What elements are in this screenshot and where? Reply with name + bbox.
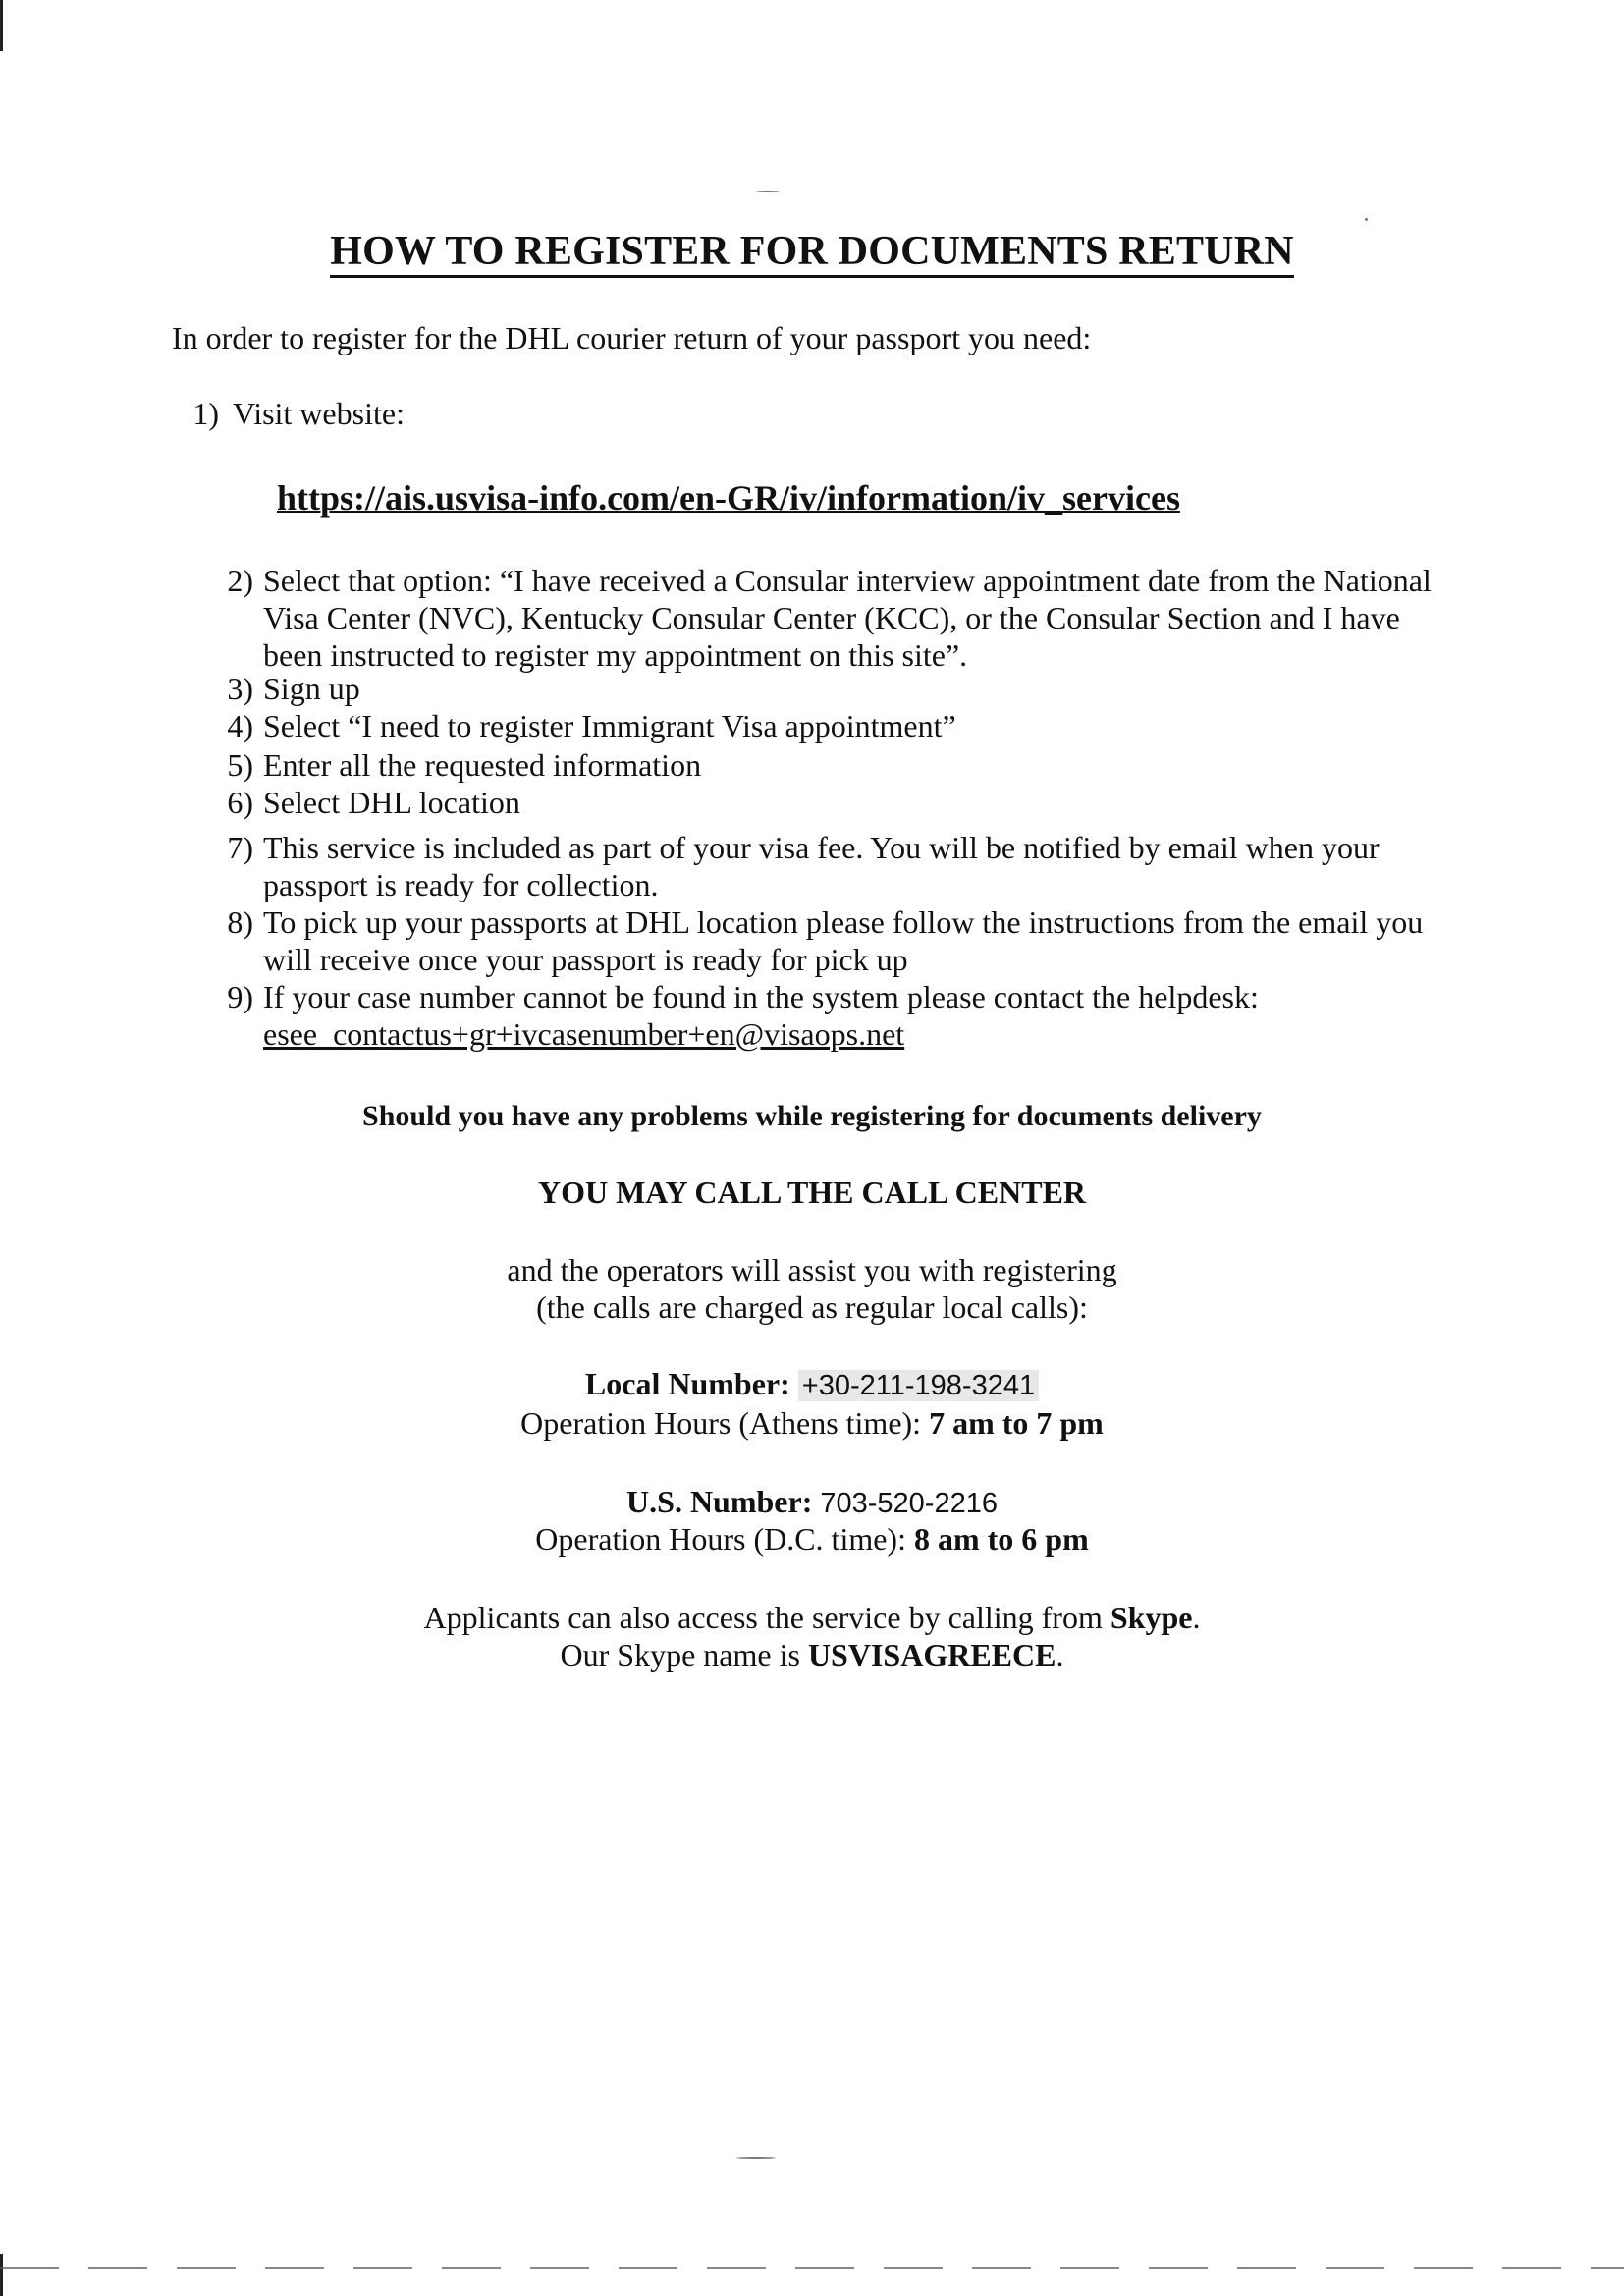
step-number: 6) — [227, 785, 253, 820]
local-number-label: Local Number: — [584, 1366, 790, 1401]
local-number-line — [0, 1365, 1624, 1404]
skype-line-2-period: . — [1056, 1637, 1064, 1672]
website-link[interactable]: https://ais.usvisa-info.com/en-GR/iv/information/iv_services — [277, 478, 1180, 518]
step-number: 7) — [227, 830, 253, 865]
step-text: Select that option: “I have received a Consular interview appointment date from the National Visa Center (NVC), Kentucky Consular Center (KCC), or the Consular Section and I have been instructed to register my appointment on this site”. — [263, 563, 1432, 673]
step-number: 3) — [227, 671, 253, 706]
scan-speck — [756, 191, 780, 192]
us-hours-label: Operation Hours (D.C. time): — [535, 1521, 906, 1557]
us-number-line — [0, 1483, 1624, 1522]
local-hours-value: 7 am to 7 pm — [929, 1405, 1104, 1441]
scan-speck — [1365, 218, 1368, 221]
step-text: Select “I need to register Immigrant Visa appointment” — [263, 708, 956, 743]
step-text: Select DHL location — [263, 785, 520, 820]
scan-edge-mark — [0, 0, 3, 51]
local-hours-label: Operation Hours (Athens time): — [520, 1405, 922, 1441]
scan-edge-mark — [0, 2254, 3, 2296]
scan-speck — [736, 2157, 776, 2159]
step-text-line: If your case number cannot be found in the system please contact the helpdesk: — [263, 979, 1259, 1014]
step-number: 2) — [227, 563, 253, 598]
step-text: Enter all the requested information — [263, 747, 702, 783]
skype-word: Skype — [1110, 1600, 1193, 1635]
step-number: 5) — [227, 747, 253, 783]
local-phone-number[interactable]: +30-211-198-3241 — [798, 1370, 1039, 1401]
skype-line-2 — [0, 1636, 1624, 1673]
skype-name: USVISAGREECE — [807, 1637, 1056, 1672]
scan-bottom-line — [0, 2267, 1624, 2269]
step-text: Visit website: — [233, 396, 405, 431]
skype-line-1 — [0, 1599, 1624, 1636]
local-hours-line — [0, 1404, 1624, 1442]
step-number: 1) — [192, 396, 219, 431]
helpdesk-email-link[interactable]: esee_contactus+gr+ivcasenumber+en@visaops.net — [263, 1016, 905, 1052]
operators-line-2: (the calls are charged as regular local calls): — [536, 1289, 1088, 1325]
us-phone-number[interactable]: 703-520-2216 — [820, 1488, 998, 1519]
operators-line-1: and the operators will assist you with registering — [507, 1252, 1117, 1287]
step-text: Sign up — [263, 671, 360, 706]
step-number: 9) — [227, 979, 253, 1014]
step-text — [263, 978, 1471, 1053]
call-center-heading: YOU MAY CALL THE CALL CENTER — [537, 1175, 1087, 1210]
page-title-text: HOW TO REGISTER FOR DOCUMENTS RETURN — [330, 229, 1294, 278]
skype-line-2-text: Our Skype name is — [560, 1637, 800, 1672]
page-title — [0, 228, 1624, 275]
us-hours-value: 8 am to 6 pm — [913, 1521, 1089, 1557]
step-number: 8) — [227, 904, 253, 940]
us-hours-line — [0, 1520, 1624, 1558]
step-number: 4) — [227, 708, 253, 743]
skype-line-1-text: Applicants can also access the service by calling from — [423, 1600, 1103, 1635]
step-text: To pick up your passports at DHL location please follow the instructions from the email you will receive once your passport is ready for pick up — [263, 904, 1424, 977]
step-text: This service is included as part of your visa fee. You will be notified by email when your passport is ready for collection. — [263, 830, 1380, 902]
skype-line-1-period: . — [1192, 1600, 1201, 1635]
intro-text: In order to register for the DHL courier return of your passport you need: — [172, 320, 1092, 355]
problems-line: Should you have any problems while registering for documents delivery — [362, 1100, 1262, 1132]
us-number-label: U.S. Number: — [626, 1484, 813, 1519]
